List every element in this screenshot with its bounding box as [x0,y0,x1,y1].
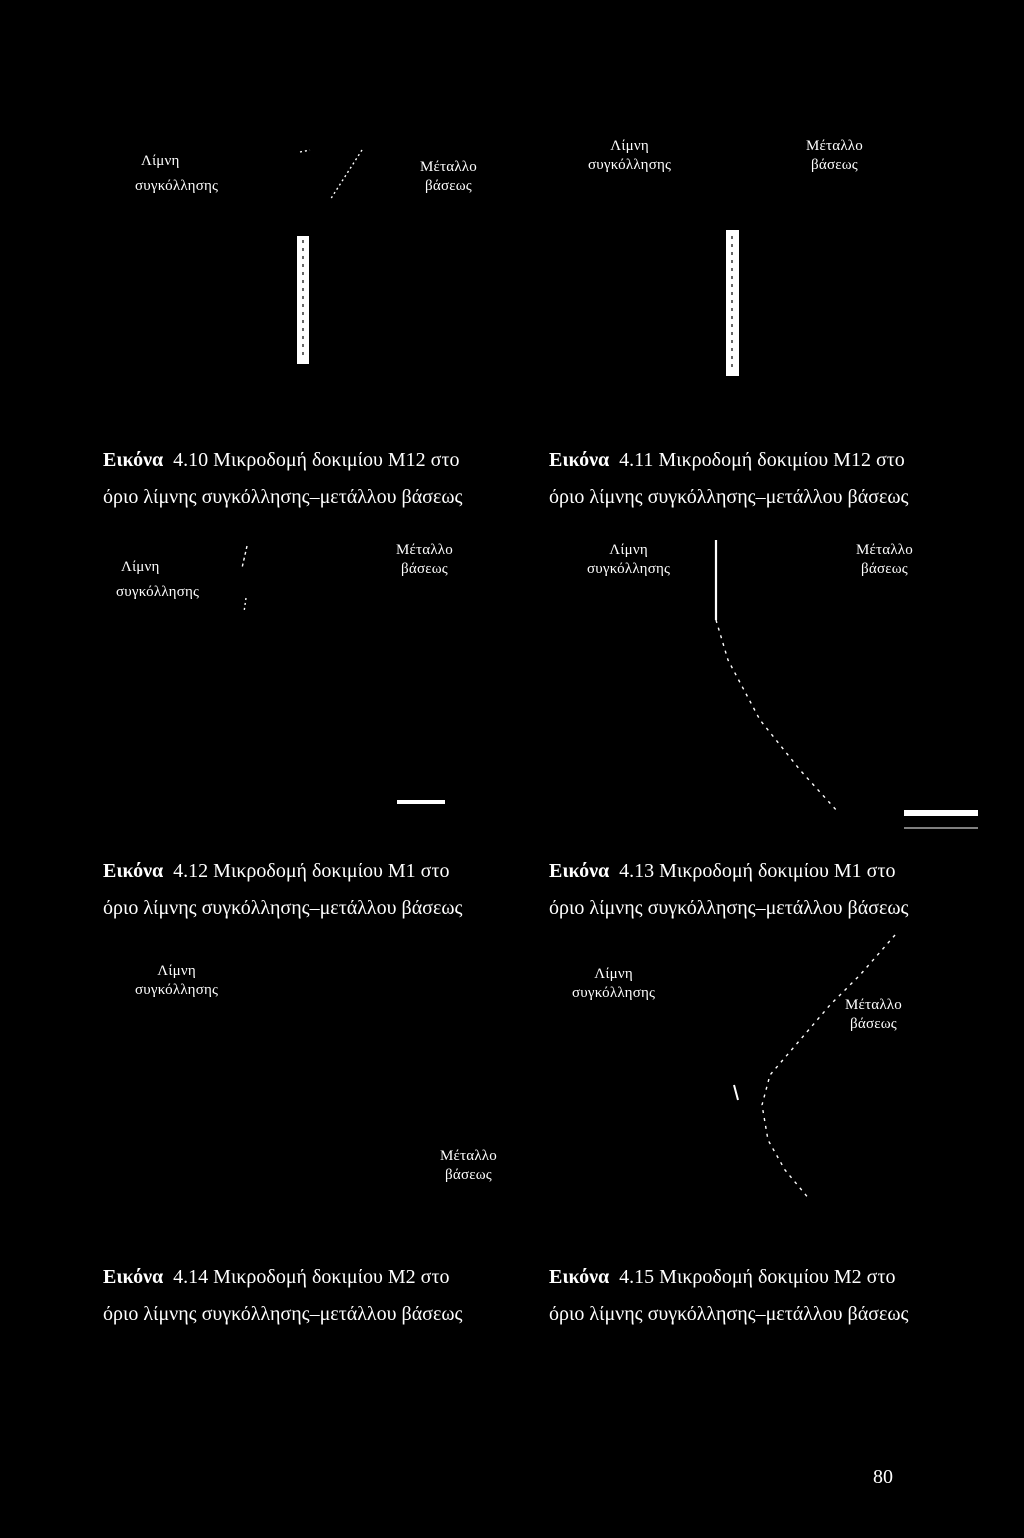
base-metal-label-line1: Μέταλλο [396,542,453,558]
caption-number: 4.15 [619,1266,655,1288]
pool-label-line1: Λίμνη [594,966,633,982]
figure-caption [549,858,908,921]
pool-label-line1: Λίμνη [141,153,180,169]
scale-bar [904,810,978,816]
pool-label [572,965,655,1003]
caption-text: Μικροδομή δοκιμίου Μ1 στο [659,860,896,882]
base-metal-label [845,996,902,1034]
figure-caption [103,1264,462,1327]
caption-line1 [549,1264,908,1290]
caption-label: Εικόνα [549,860,610,882]
scale-bar [726,230,739,376]
caption-line1 [103,1264,462,1290]
fusion-boundary-line [762,935,895,1200]
caption-label: Εικόνα [549,1266,610,1288]
pool-label-line1: Λίμνη [121,559,160,575]
caption-line1 [549,447,908,473]
base-metal-label-line2: βάσεως [861,561,908,577]
base-metal-label-line1: Μέταλλο [440,1148,497,1164]
fusion-boundary-line [242,546,247,568]
pool-label-line1: Λίμνη [157,963,196,979]
pool-label-line2: συγκόλλησης [588,157,672,173]
caption-label: Εικόνα [103,860,164,882]
base-metal-label-line2: βάσεως [425,178,472,194]
base-metal-label [856,541,913,579]
pool-label-line2: συγκόλλησης [116,584,200,600]
caption-line2: όριο λίμνης συγκόλλησης–μετάλλου βάσεως [549,486,909,508]
caption-line2: όριο λίμνης συγκόλλησης–μετάλλου βάσεως [103,897,463,919]
caption-line2: όριο λίμνης συγκόλλησης–μετάλλου βάσεως [549,1303,909,1325]
base-metal-label [440,1147,497,1185]
base-metal-label-line2: βάσεως [850,1016,897,1032]
caption-text: Μικροδομή δοκιμίου Μ12 στο [213,449,460,471]
base-metal-label-line2: βάσεως [445,1167,492,1183]
figure-caption [549,1264,908,1327]
fusion-boundary-line [716,620,838,812]
pool-label-line2: συγκόλλησης [135,982,219,998]
pool-label [116,558,200,602]
base-metal-label-line2: βάσεως [401,561,448,577]
caption-number: 4.12 [173,860,209,882]
caption-label: Εικόνα [549,449,610,471]
base-metal-label-line1: Μέταλλο [420,159,477,175]
caption-number: 4.13 [619,860,655,882]
scale-bar [397,800,445,804]
pool-label-line2: συγκόλλησης [587,561,671,577]
caption-number: 4.11 [619,449,654,471]
pool-label-line2: συγκόλλησης [572,985,656,1001]
scale-bar [297,236,309,364]
base-metal-label [396,541,453,579]
caption-line2: όριο λίμνης συγκόλλησης–μετάλλου βάσεως [549,897,909,919]
fusion-boundary-line [244,598,246,612]
caption-label: Εικόνα [103,449,164,471]
caption-line2: όριο λίμνης συγκόλλησης–μετάλλου βάσεως [103,486,463,508]
caption-text: Μικροδομή δοκιμίου Μ12 στο [658,449,905,471]
pool-label [587,541,670,579]
figure-caption [549,447,908,510]
fusion-boundary-line [300,150,310,152]
base-metal-label-line2: βάσεως [811,157,858,173]
base-metal-label [806,137,863,175]
caption-line2: όριο λίμνης συγκόλλησης–μετάλλου βάσεως [103,1303,463,1325]
pool-label [135,152,218,196]
base-metal-label-line1: Μέταλλο [856,542,913,558]
caption-text: Μικροδομή δοκιμίου Μ2 στο [659,1266,896,1288]
caption-number: 4.14 [173,1266,209,1288]
caption-label: Εικόνα [103,1266,164,1288]
base-metal-label-line1: Μέταλλο [845,997,902,1013]
caption-line1 [103,858,462,884]
page-number: 80 [873,1466,893,1488]
figure-caption [103,447,462,510]
caption-text: Μικροδομή δοκιμίου Μ2 στο [213,1266,450,1288]
base-metal-label-line1: Μέταλλο [806,138,863,154]
pool-label-line1: Λίμνη [610,138,649,154]
caption-text: Μικροδομή δοκιμίου Μ1 στο [213,860,450,882]
caption-line1 [549,858,908,884]
pool-label [588,137,671,175]
figure-caption [103,858,462,921]
pool-label-line2: συγκόλλησης [135,178,219,194]
caption-number: 4.10 [173,449,209,471]
pool-label [135,962,218,1000]
fusion-boundary-line [734,1085,738,1100]
pool-label-line1: Λίμνη [609,542,648,558]
caption-line1 [103,447,462,473]
base-metal-label [420,158,477,196]
fusion-boundary-line [330,150,362,200]
